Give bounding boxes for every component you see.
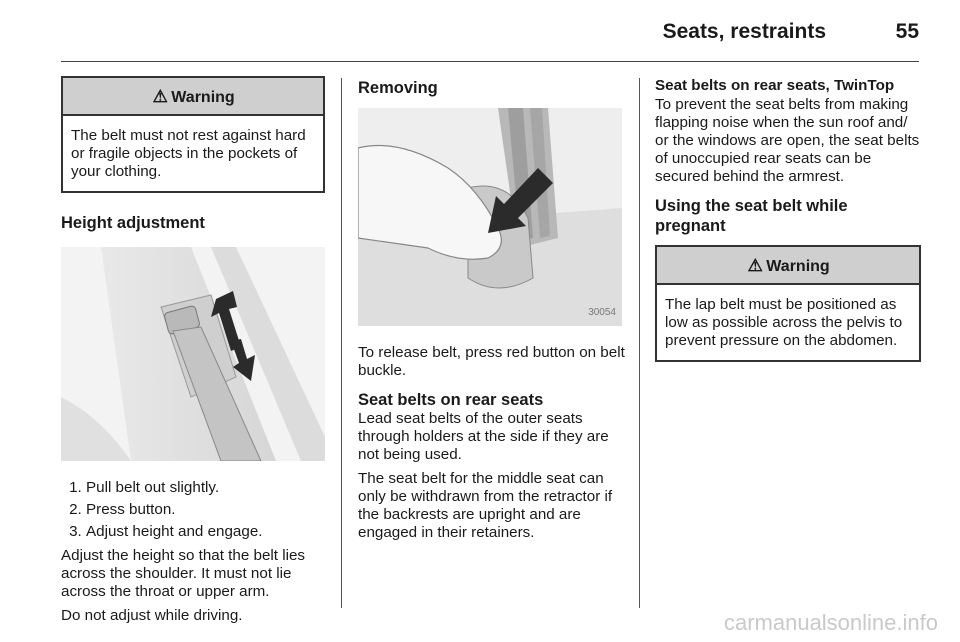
removing-illustration [358, 108, 622, 326]
paragraph: Do not adjust while driving. [61, 607, 243, 624]
watermark: carmanualsonline.info [723, 610, 938, 635]
paragraph: To release belt, press red button on belt buckle. [358, 344, 625, 379]
heading-height-adjustment: Height adjustment [61, 214, 205, 232]
page-number: 55 [895, 20, 919, 43]
paragraph: To prevent the seat belts from making flapping noise when the sun roof and/ or the windows are open, the seat belts of unoccupied rear seats can be secured behind the armrest. [655, 96, 920, 185]
paragraph: Lead seat belts of the outer seats through holders at the side if they are not being used. [358, 410, 609, 463]
header-rule [61, 61, 919, 62]
column-divider-2 [639, 78, 640, 608]
warning-box-pregnant [655, 245, 921, 362]
page-title: Seats, restraints [662, 20, 826, 43]
warning-header [63, 78, 323, 116]
heading-seat-belts-rear: Seat belts on rear seats [358, 391, 544, 409]
column-1 [61, 76, 325, 631]
heading-removing: Removing [358, 79, 438, 97]
height-adjustment-illustration [61, 247, 325, 461]
warning-text: The lap belt must be positioned as low as possible across the pelvis to prevent pressure on the abdomen. [665, 296, 903, 349]
list-item: 3. Adjust height and engage. [86, 523, 325, 541]
warning-triangle-icon: ⚠ [152, 87, 168, 106]
paragraph: The seat belt for the middle seat can only be withdrawn from the retractor if the backrests are upright and are engaged in their retainers. [358, 470, 613, 541]
warning-box-belt [61, 76, 325, 193]
warning-title: Warning [171, 89, 235, 106]
warning-text: The belt must not rest against hard or fragile objects in the pockets of your clothing. [71, 127, 306, 180]
column-divider-1 [341, 78, 342, 608]
warning-triangle-icon: ⚠ [747, 256, 763, 275]
figure-number: 30054 [588, 307, 616, 318]
steps-list [61, 479, 325, 541]
page-header [0, 0, 960, 62]
warning-title: Warning [766, 258, 830, 275]
list-item: 2. Press button. [86, 501, 325, 519]
warning-header [657, 247, 919, 285]
heading-pregnant: Using the seat belt while pregnant [655, 197, 848, 235]
subheading-twintop: Seat belts on rear seats, TwinTop [655, 77, 895, 94]
column-3 [655, 76, 921, 378]
column-2 [358, 76, 626, 548]
paragraph: Adjust the height so that the belt lies across the shoulder. It must not lie across the throat or upper arm. [61, 547, 306, 600]
list-item: 1. Pull belt out slightly. [86, 479, 325, 497]
